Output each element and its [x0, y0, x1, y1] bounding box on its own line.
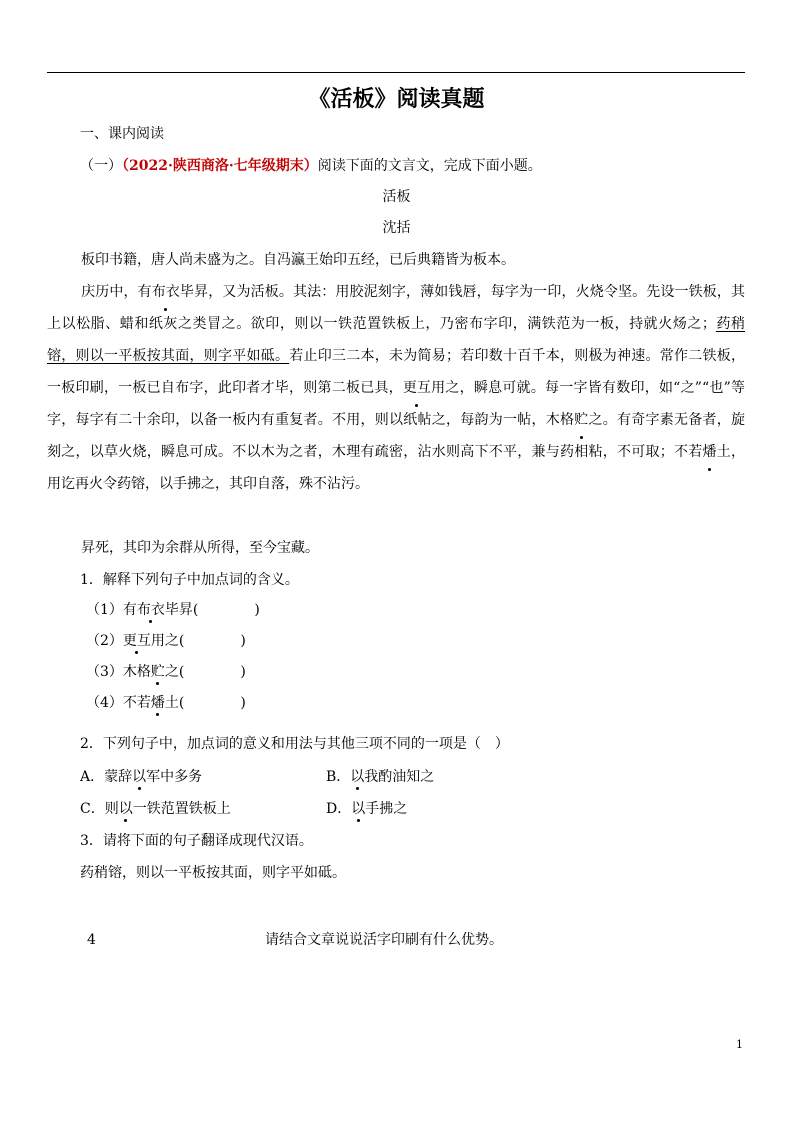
q1-item-3: （3）木格贮之( ): [86, 664, 246, 680]
underlined-sentence: 药稍镕，则以一平板按其面，则字平如砥。: [47, 316, 745, 364]
p2-text-d: 用之，瞬息可就。每一字皆有数印，如“之”“也”等字，每字有二十余印，以备一板内有重复者。不用，则以纸帖之，每韵为一帖，木格: [47, 380, 745, 428]
p2-text-a: 庆历中，有: [81, 284, 152, 300]
intro-text: 阅读下面的文言文，完成下面小题。: [317, 158, 542, 174]
header-rule: [47, 72, 745, 73]
dotted-word-genghu: 更互: [403, 372, 431, 404]
dotted-word-zhu: 贮: [574, 404, 588, 436]
dotted-word-buyi: 布衣: [152, 276, 180, 308]
p2-text-f: 土，用讫再火令药镕，以手拂之，其印自落，殊不沾污。: [47, 444, 745, 492]
article-title: 活板: [382, 189, 411, 205]
q2-option-c[interactable]: C．则以一铁范置铁板上: [80, 801, 231, 817]
q2-option-b[interactable]: B．以我酌油知之: [326, 769, 435, 785]
p2-text-b: 毕昇，又为活板。其法：用胶泥刻字，薄如钱唇，每字为一印，火烧令坚。先设一铁板，其上以松脂、蜡和纸灰之类冒之。欲印，则以一铁范置铁板上，乃密布字印，满铁范为一板，持就火炀之；: [47, 284, 746, 332]
article-author: 沈括: [382, 220, 411, 236]
page-title: 《活板》阅读真题: [308, 87, 485, 112]
article-paragraph-2: [47, 276, 745, 500]
section-heading: 一、课内阅读: [80, 126, 164, 142]
article-paragraph-1: [47, 244, 745, 276]
q2-option-a[interactable]: A．蒙辞以军中多务: [80, 769, 203, 785]
q1-item-1: （1）有布衣毕昇( ): [86, 602, 260, 618]
dotted-word-fan: 燔: [703, 436, 717, 468]
intro-number: （一）: [80, 158, 122, 174]
question-intro: [80, 156, 542, 176]
q3-stem: 3．请将下面的句子翻译成现代汉语。: [80, 833, 313, 849]
q2-option-d[interactable]: D．以手拂之: [326, 801, 408, 817]
paragraph-3-text: 昇死，其印为余群从所得，至今宝藏。: [81, 540, 319, 556]
page-number: 1: [736, 1038, 743, 1051]
q4-number: 4: [87, 932, 96, 948]
p2-text-c: 若止印三二本，未为简易；若印数十百千本，则极为神速。常作二铁板，一板印刷，一板已自布字，此印者才毕，则第二板已具，: [47, 348, 745, 396]
q2-stem: 2．下列句子中，加点词的意义和用法与其他三项不同的一项是（ ）: [80, 736, 509, 752]
p2-text-e: 之。有奇字素无备者，旋刻之，以草火烧，瞬息可成。不以木为之者，木理有疏密，沾水则高下不平，兼与药相粘，不可取；不若: [47, 412, 745, 460]
q1-item-2: （2）更互用之( ): [86, 633, 246, 649]
article-paragraph-3: [47, 532, 745, 564]
q1-stem: 1．解释下列句子中加点词的含义。: [80, 572, 299, 588]
q3-sentence: 药稍镕，则以一平板按其面，则字平如砥。: [80, 865, 346, 881]
q1-item-4: （4）不若燔土( ): [86, 695, 246, 711]
q4-text: 请结合文章说说活字印刷有什么优势。: [265, 932, 503, 948]
paragraph-1-text: 板印书籍，唐人尚未盛为之。自冯瀛王始印五经，已后典籍皆为板本。: [81, 252, 515, 268]
intro-source: （2022·陕西商洛·七年级期末）: [122, 158, 318, 174]
